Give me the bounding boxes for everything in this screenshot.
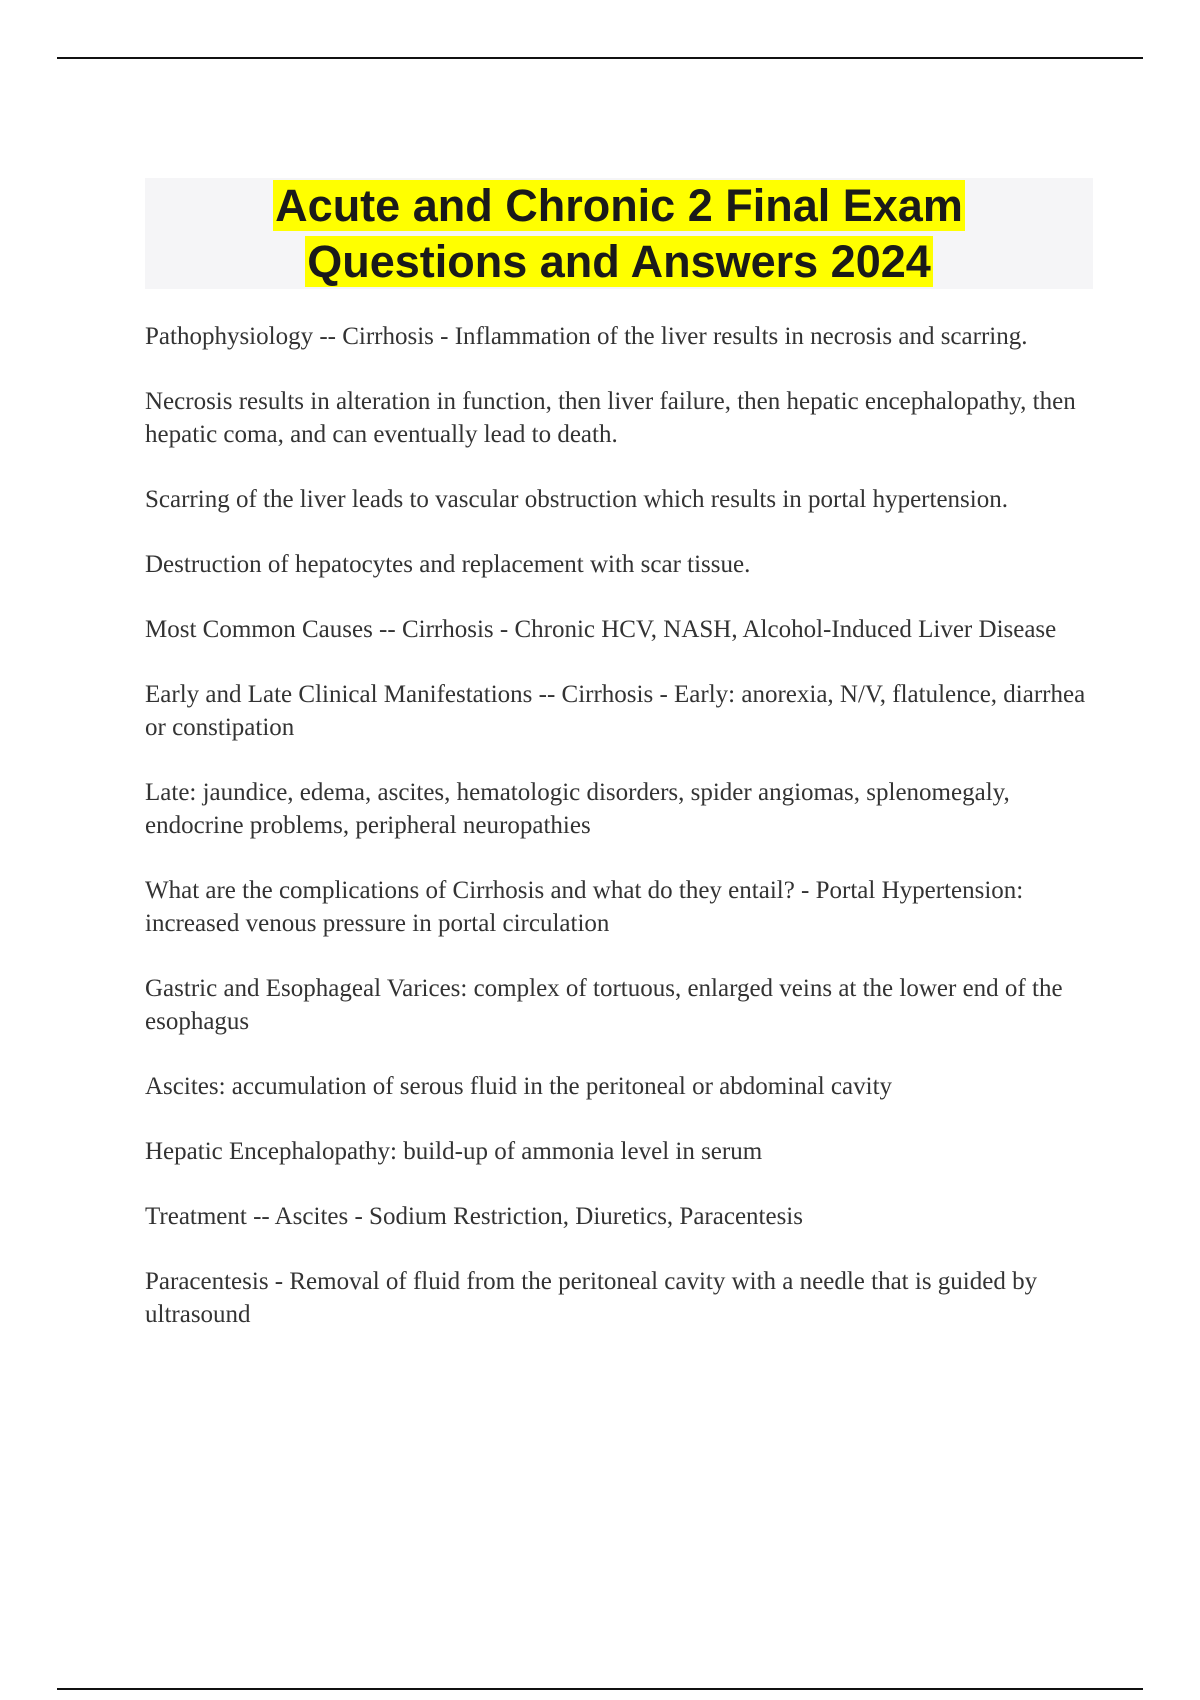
title-band xyxy=(145,178,1093,289)
paragraph: What are the complications of Cirrhosis and what do they entail? - Portal Hypertension: increased venous pressure in portal circulation xyxy=(145,877,1024,937)
paragraph: Gastric and Esophageal Varices: complex of tortuous, enlarged veins at the lower end of the esophagus xyxy=(145,975,1063,1035)
title-line-2: Questions and Answers 2024 xyxy=(307,236,931,287)
document-body xyxy=(145,320,1095,1363)
paragraph: Scarring of the liver leads to vascular obstruction which results in portal hypertension. xyxy=(145,486,1008,513)
paragraph: Destruction of hepatocytes and replacement with scar tissue. xyxy=(145,551,751,578)
paragraph: Late: jaundice, edema, ascites, hematologic disorders, spider angiomas, splenomegaly, endocrine problems, peripheral neuropathies xyxy=(145,779,1010,839)
title-line-1: Acute and Chronic 2 Final Exam xyxy=(275,180,963,231)
footer-rule xyxy=(57,1688,1143,1690)
paragraph: Early and Late Clinical Manifestations -- Cirrhosis - Early: anorexia, N/V, flatulence, diarrhea or constipation xyxy=(145,681,1086,741)
paragraph: Hepatic Encephalopathy: build-up of ammonia level in serum xyxy=(145,1138,763,1165)
paragraph: Treatment -- Ascites - Sodium Restriction, Diuretics, Paracentesis xyxy=(145,1203,803,1230)
paragraph: Paracentesis - Removal of fluid from the peritoneal cavity with a needle that is guided by ultrasound xyxy=(145,1268,1038,1328)
paragraph: Necrosis results in alteration in function, then liver failure, then hepatic encephalopathy, then hepatic coma, and can eventually lead to death. xyxy=(145,388,1076,448)
header-rule xyxy=(57,57,1143,59)
paragraph: Pathophysiology -- Cirrhosis - Inflammation of the liver results in necrosis and scarring. xyxy=(145,323,1028,350)
paragraph: Most Common Causes -- Cirrhosis - Chronic HCV, NASH, Alcohol-Induced Liver Disease xyxy=(145,616,1057,643)
paragraph: Ascites: accumulation of serous fluid in the peritoneal or abdominal cavity xyxy=(145,1073,893,1100)
